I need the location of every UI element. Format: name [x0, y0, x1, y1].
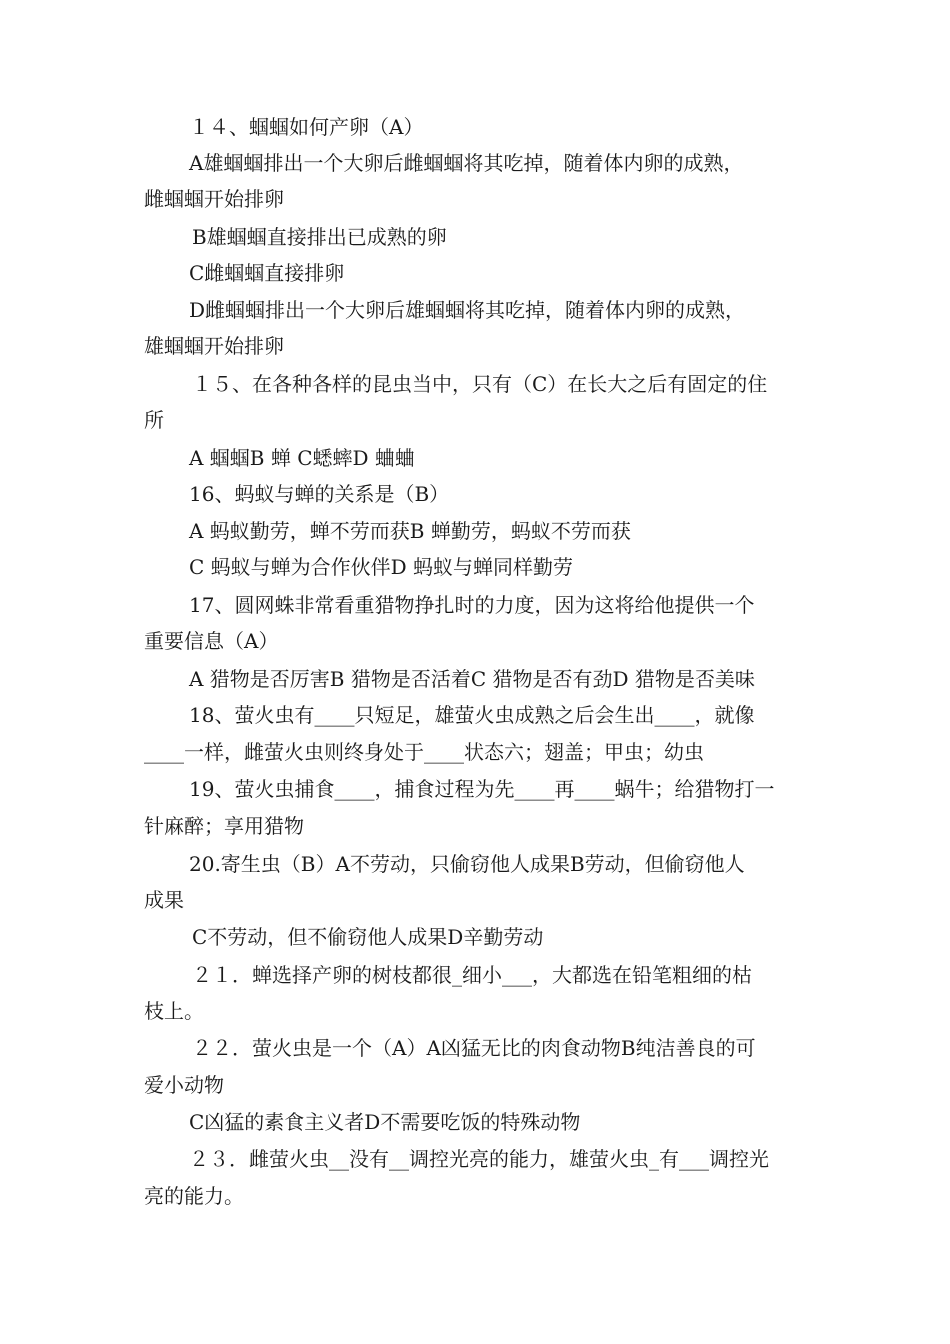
question-18-cont: ____一样，雌萤火虫则终身处于____状态六；翅盖；甲虫；幼虫 — [144, 740, 704, 764]
q14-option-a: A雄蝈蝈排出一个大卵后雌蝈蝈将其吃掉，随着体内卵的成熟， — [189, 151, 744, 175]
q14-option-b: B雄蝈蝈直接排出已成熟的卵 — [192, 225, 447, 249]
question-18: 18、萤火虫有____只短足，雄萤火虫成熟之后会生出____，就像 — [189, 703, 755, 727]
question-20: 20.寄生虫（B）A不劳动，只偷窃他人成果B劳动，但偷窃他人 — [189, 852, 745, 876]
q14-option-d: D雌蝈蝈排出一个大卵后雄蝈蝈将其吃掉，随着体内卵的成熟， — [189, 298, 746, 322]
q14-option-c: C雌蝈蝈直接排卵 — [189, 261, 345, 285]
question-19-cont: 针麻醉；享用猎物 — [144, 814, 304, 838]
question-19: 19、萤火虫捕食____，捕食过程为先____再____蜗牛；给猎物打一 — [189, 777, 775, 801]
question-17-title-cont: 重要信息（A） — [144, 629, 279, 653]
q14-option-a-cont: 雌蝈蝈开始排卵 — [144, 187, 284, 211]
question-22: ２２．萤火虫是一个（A）A凶猛无比的肉食动物B纯洁善良的可 — [192, 1036, 756, 1060]
question-23-cont: 亮的能力。 — [144, 1184, 244, 1208]
q20-options-cd: C不劳动，但不偷窃他人成果D辛勤劳动 — [192, 925, 544, 949]
question-20-cont: 成果 — [144, 888, 184, 912]
q15-options: A 蝈蝈B 蝉 C蟋蟀D 蛐蛐 — [189, 446, 415, 470]
q14-option-d-cont: 雄蝈蝈开始排卵 — [144, 334, 284, 358]
question-16-title: 16、蚂蚁与蝉的关系是（B） — [189, 482, 450, 506]
q22-options-cd: C凶猛的素食主义者D不需要吃饭的特殊动物 — [189, 1110, 581, 1134]
question-23: ２３．雌萤火虫__没有__调控光亮的能力，雄萤火虫_有___调控光 — [189, 1147, 769, 1171]
question-14-title: １４、蝈蝈如何产卵（A） — [189, 115, 424, 139]
question-22-cont: 爱小动物 — [144, 1073, 224, 1097]
q17-options: A 猎物是否厉害B 猎物是否活着C 猎物是否有劲D 猎物是否美味 — [189, 667, 755, 691]
q16-options-cd: C 蚂蚁与蝉为合作伙伴D 蚂蚁与蝉同样勤劳 — [189, 555, 574, 579]
question-21-cont: 枝上。 — [144, 999, 204, 1023]
q16-options-ab: A 蚂蚁勤劳，蝉不劳而获B 蝉勤劳，蚂蚁不劳而获 — [189, 519, 631, 543]
question-17-title: 17、圆网蛛非常看重猎物挣扎时的力度，因为这将给他提供一个 — [189, 593, 755, 617]
question-15-title-cont: 所 — [144, 408, 164, 432]
question-21: ２１．蝉选择产卵的树枝都很_细小___，大都选在铅笔粗细的枯 — [192, 963, 752, 987]
question-15-title: １５、在各种各样的昆虫当中，只有（C）在长大之后有固定的住 — [192, 372, 768, 396]
